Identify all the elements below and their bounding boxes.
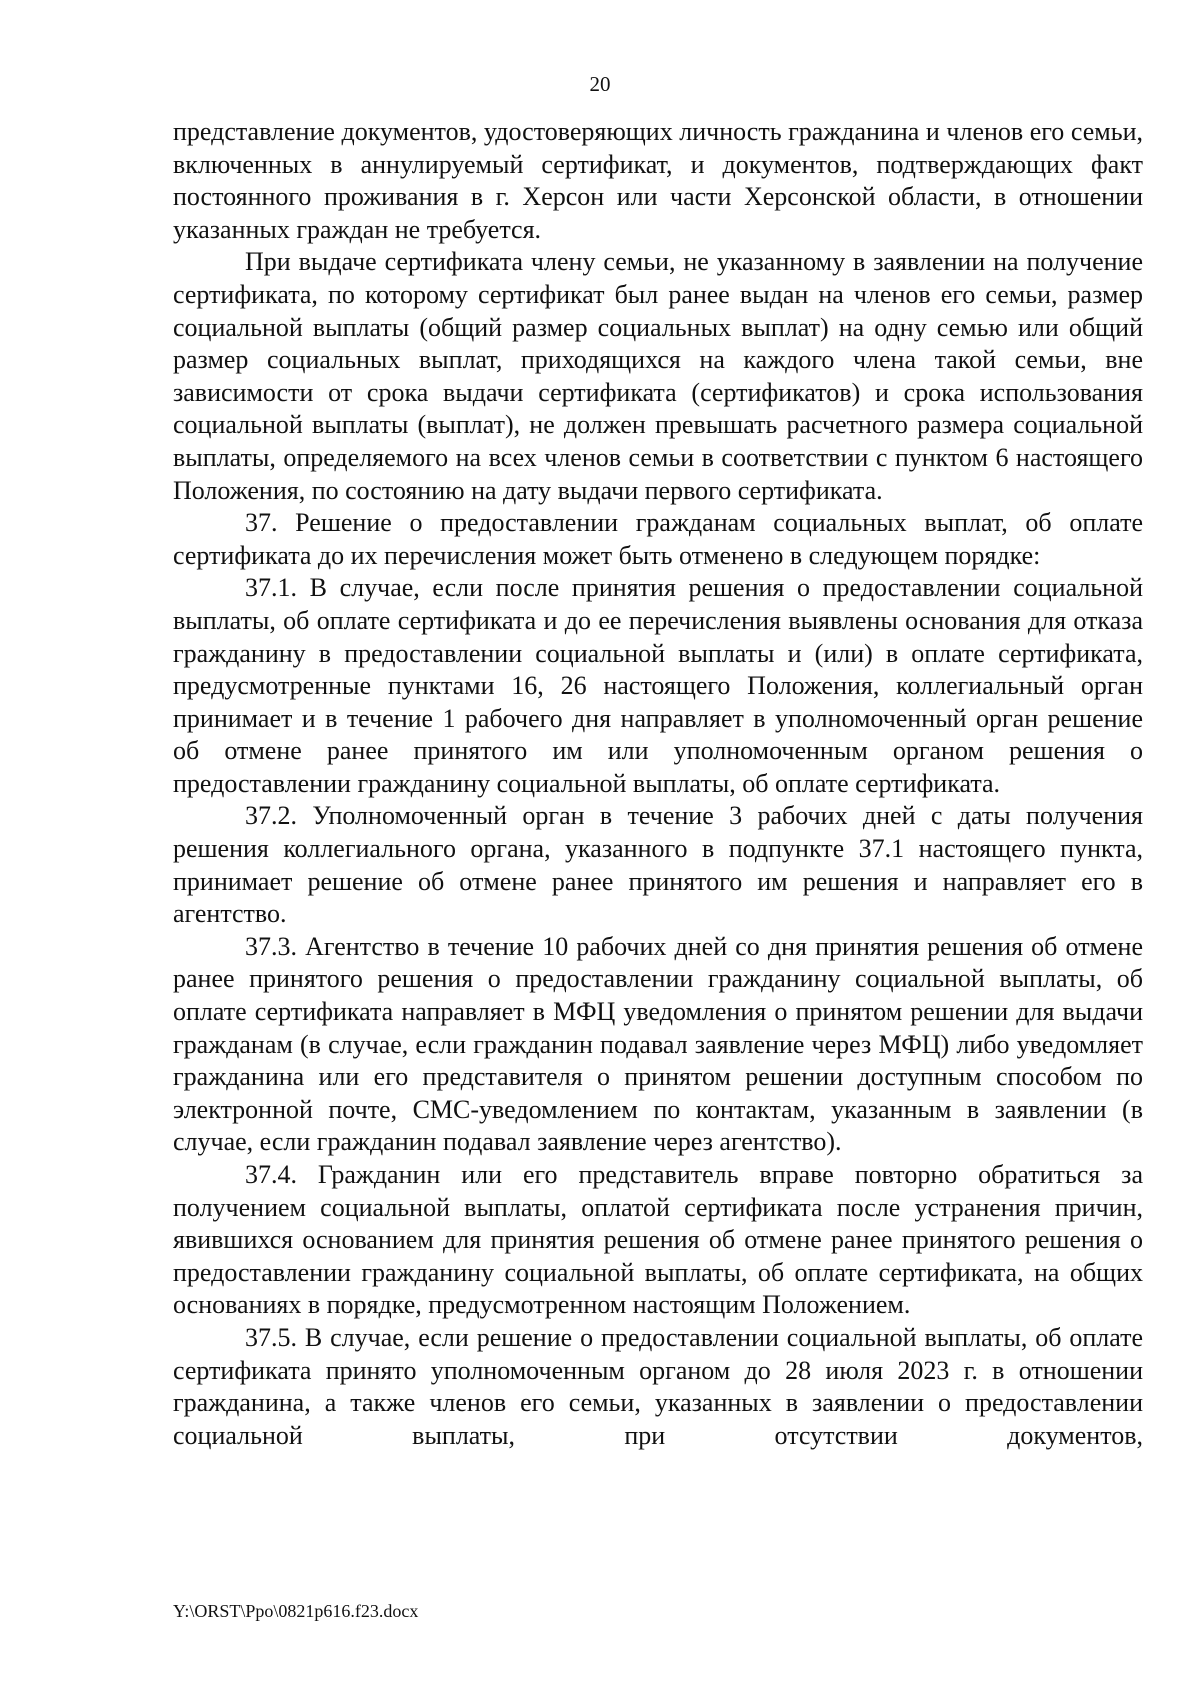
paragraph-37-4: 37.4. Гражданин или его представитель вправе повторно обратиться за получением социальной выплаты, оплатой сертификата после устранения причин, явившихся основанием для принятия решения об отмене ранее принятого решения о предоставлении гражданину социальной выплаты, об оплате сертификата, на общих основаниях в порядке, предусмотренном настоящим Положением.	[173, 1160, 1143, 1320]
paragraph-continuation: представление документов, удостоверяющих личность гражданина и членов его семьи, включенных в аннулируемый сертификат, и документов, подтверждающих факт постоянного проживания в г. Херсон или части Херсонской области, в отношении указанных граждан не требуется.	[173, 117, 1143, 244]
paragraph-37: 37. Решение о предоставлении гражданам социальных выплат, об оплате сертификата до их перечисления может быть отменено в следующем порядке:	[173, 508, 1143, 570]
paragraph-37-5: 37.5. В случае, если решение о предоставлении социальной выплаты, об оплате сертификата принято уполномоченным органом до 28 июля 2023 г. в отношении гражданина, а также членов его семьи, указанных в заявлении о предоставлении социальной выплаты, при отсутствии документов,	[173, 1322, 1143, 1450]
page-number: 20	[589, 72, 611, 96]
footer-file-path: Y:\ORST\Ppo\0821p616.f23.docx	[173, 1601, 419, 1621]
paragraph-37-2: 37.2. Уполномоченный орган в течение 3 рабочих дней с даты получения решения коллегиального органа, указанного в подпункте 37.1 настоящего пункта, принимает решение об отмене ранее принятого им решения и направляет его в агентство.	[173, 801, 1143, 929]
paragraph-family-member-certificate: При выдаче сертификата члену семьи, не указанному в заявлении на получение сертификата, по которому сертификат был ранее выдан на членов его семьи, размер социальной выплаты (общий размер социальных выплат) на одну семью или общий размер социальных выплат, приходящихся на каждого члена такой семьи, вне зависимости от срока выдачи сертификата (сертификатов) и срока использования социальной выплаты (выплат), не должен превышать расчетного размера социальной выплаты, определяемого на всех членов семьи в соответствии с пунктом 6 настоящего Положения, по состоянию на дату выдачи первого сертификата.	[173, 247, 1143, 505]
document-body	[173, 116, 1143, 1452]
paragraph-37-1: 37.1. В случае, если после принятия решения о предоставлении социальной выплаты, об оплате сертификата и до ее перечисления выявлены основания для отказа гражданину в предоставлении социальной выплаты и (или) в оплате сертификата, предусмотренные пунктами 16, 26 настоящего Положения, коллегиальный орган принимает и в течение 1 рабочего дня направляет в уполномоченный орган решение об отмене ранее принятого им или уполномоченным органом решения о предоставлении гражданину социальной выплаты, об оплате сертификата.	[173, 573, 1143, 798]
paragraph-37-3: 37.3. Агентство в течение 10 рабочих дней со дня принятия решения об отмене ранее принятого решения о предоставлении гражданину социальной выплаты, об оплате сертификата направляет в МФЦ уведомления о принятом решении для выдачи гражданам (в случае, если гражданин подавал заявление через МФЦ) либо уведомляет гражданина или его представителя о принятом решении доступным способом по электронной почте, СМС-уведомлением по контактам, указанным в заявлении (в случае, если гражданин подавал заявление через агентство).	[173, 931, 1143, 1157]
